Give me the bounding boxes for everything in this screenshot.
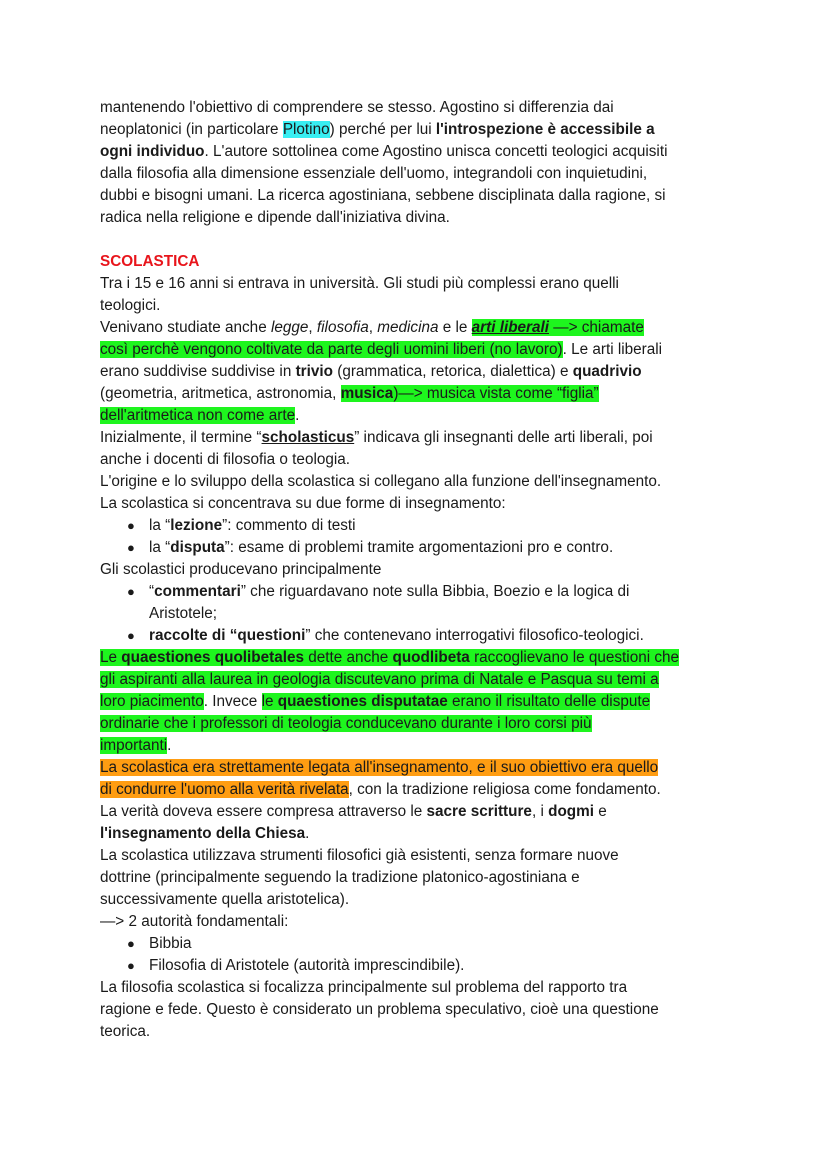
bold-text: raccolte di “questioni xyxy=(149,627,306,644)
text-span: Gli scolastici producevano principalmente xyxy=(100,561,382,578)
bold-text: l'introspezione è accessibile a xyxy=(435,121,655,138)
text-span: legge xyxy=(270,319,309,336)
text-span: . Invece xyxy=(203,693,262,710)
highlighted-text: loro piacimento xyxy=(100,693,204,710)
text-span: dalla filosofia alla dimensione essenziale dell'uomo, integrandoli con inquietudini, xyxy=(100,165,648,182)
text-line xyxy=(100,317,740,339)
bold-text: commentari xyxy=(154,583,241,600)
text-line xyxy=(100,999,740,1021)
text-span: neoplatonici (in particolare xyxy=(100,121,283,138)
text-span: . xyxy=(305,825,310,842)
text-span: L'origine e lo sviluppo della scolastica si collegano alla funzione dell'insegnamento. xyxy=(100,473,662,490)
text-line xyxy=(100,845,740,867)
text-span: La scolastica utilizzava strumenti filosofici già esistenti, senza formare nuove xyxy=(100,847,619,864)
text-line xyxy=(100,559,740,581)
text-line xyxy=(100,1021,740,1043)
text-line xyxy=(100,339,740,361)
bold-text: scholasticus xyxy=(261,429,355,446)
text-span: la “ xyxy=(149,517,171,534)
bullet-icon: ● xyxy=(127,958,135,973)
text-span: ” che riguardavano note sulla Bibbia, Boezio e la logica di xyxy=(240,583,630,600)
text-span: anche i docenti di filosofia o teologia. xyxy=(100,451,351,468)
text-span: ” indicava gli insegnanti delle arti liberali, poi xyxy=(354,429,653,446)
text-line xyxy=(100,207,740,229)
highlighted-text: raccoglievano le questioni che xyxy=(469,649,680,666)
text-line xyxy=(100,603,740,625)
highlighted-text: quodlibeta xyxy=(392,649,470,666)
text-span: teologici. xyxy=(100,297,161,314)
highlighted-text: quaestiones disputatae xyxy=(277,693,448,710)
text-span: Filosofia di Aristotele (autorità imprescindibile). xyxy=(149,957,465,974)
text-span: Bibbia xyxy=(149,935,192,952)
text-span: Inizialmente, il termine “ xyxy=(100,429,262,446)
text-line xyxy=(100,295,740,317)
highlighted-text: —> chiamate xyxy=(549,319,644,336)
highlighted-text: Le xyxy=(100,649,122,666)
highlighted-text: così perchè vengono coltivate da parte degli uomini liberi (no lavoro) xyxy=(100,341,563,358)
text-line xyxy=(100,647,740,669)
bullet-item-line xyxy=(100,581,740,603)
bullet-item-line xyxy=(100,515,740,537)
section-heading xyxy=(100,251,740,273)
highlighted-text: )—> musica vista come “figlia” xyxy=(393,385,599,402)
highlighted-text: importanti xyxy=(100,737,168,754)
text-line xyxy=(100,449,740,471)
text-line xyxy=(100,383,740,405)
bullet-item-line xyxy=(100,625,740,647)
text-line xyxy=(100,757,740,779)
text-span: La verità doveva essere compresa attraverso le xyxy=(100,803,427,820)
text-span: . xyxy=(167,737,172,754)
bold-text: dogmi xyxy=(548,803,594,820)
text-line xyxy=(100,405,740,427)
bold-text: ogni individuo xyxy=(100,143,205,160)
text-span: successivamente quella aristotelica). xyxy=(100,891,350,908)
highlighted-text: erano il risultato delle dispute xyxy=(447,693,651,710)
text-span: , i xyxy=(531,803,549,820)
bold-text: lezione xyxy=(170,517,223,534)
bullet-icon: ● xyxy=(127,584,135,599)
text-span: Aristotele; xyxy=(149,605,218,622)
text-line xyxy=(100,977,740,999)
text-line xyxy=(100,427,740,449)
text-span: radica nella religione e dipende dall'iniziativa divina. xyxy=(100,209,450,226)
text-span: . L'autore sottolinea come Agostino unisca concetti teologici acquisiti xyxy=(204,143,668,160)
text-line xyxy=(100,691,740,713)
text-line xyxy=(100,163,740,185)
text-line xyxy=(100,889,740,911)
text-span: , xyxy=(308,319,317,336)
text-line xyxy=(100,823,740,845)
bullet-icon: ● xyxy=(127,540,135,555)
text-span: “ xyxy=(149,583,155,600)
highlighted-text: Plotino xyxy=(282,121,330,138)
highlighted-text: di condurre l'uomo alla verità rivelata xyxy=(100,781,349,798)
bold-text: quadrivio xyxy=(572,363,642,380)
text-span: dubbi e bisogni umani. La ricerca agostiniana, sebbene disciplinata dalla ragione, si xyxy=(100,187,666,204)
text-span: ”: esame di problemi tramite argomentazioni pro e contro. xyxy=(224,539,614,556)
text-span: ) perché per lui xyxy=(329,121,436,138)
text-line xyxy=(100,229,740,251)
text-line xyxy=(100,97,740,119)
text-span: ”: commento di testi xyxy=(222,517,356,534)
text-span: SCOLASTICA xyxy=(100,253,200,270)
highlighted-text: le xyxy=(261,693,278,710)
text-span: . xyxy=(295,407,300,424)
bullet-item-line xyxy=(100,955,740,977)
bullet-icon: ● xyxy=(127,518,135,533)
text-span: e le xyxy=(438,319,472,336)
highlighted-text: arti liberali xyxy=(471,319,550,336)
text-span: medicina xyxy=(377,319,439,336)
document-page xyxy=(100,97,740,1043)
text-line xyxy=(100,185,740,207)
bullet-item-line xyxy=(100,933,740,955)
text-span: ” che contenevano interrogativi filosofico-teologici. xyxy=(305,627,644,644)
text-span: La filosofia scolastica si focalizza principalmente sul problema del rapporto tra xyxy=(100,979,628,996)
text-span: Venivano studiate anche xyxy=(100,319,271,336)
text-line xyxy=(100,669,740,691)
text-line xyxy=(100,361,740,383)
highlighted-text: La scolastica era strettamente legata all'insegnamento, e il suo obiettivo era quello xyxy=(100,759,659,776)
text-span: , con la tradizione religiosa come fondamento. xyxy=(348,781,661,798)
text-line xyxy=(100,141,740,163)
text-span: Tra i 15 e 16 anni si entrava in università. Gli studi più complessi erano quelli xyxy=(100,275,619,292)
text-line xyxy=(100,471,740,493)
text-span: . Le arti liberali xyxy=(562,341,663,358)
text-line xyxy=(100,801,740,823)
bullet-item-line xyxy=(100,537,740,559)
text-span: teorica. xyxy=(100,1023,151,1040)
text-line xyxy=(100,273,740,295)
text-line xyxy=(100,779,740,801)
highlighted-text: musica xyxy=(340,385,394,402)
highlighted-text: gli aspiranti alla laurea in geologia discutevano prima di Natale e Pasqua su temi a xyxy=(100,671,659,688)
text-span: mantenendo l'obiettivo di comprendere se stesso. Agostino si differenzia dai xyxy=(100,99,614,116)
text-line xyxy=(100,735,740,757)
text-line xyxy=(100,493,740,515)
text-span: dottrine (principalmente seguendo la tradizione platonico-agostiniana e xyxy=(100,869,580,886)
text-span: e xyxy=(594,803,607,820)
text-line xyxy=(100,867,740,889)
highlighted-text: quaestiones quolibetales xyxy=(121,649,305,666)
bold-text: sacre scritture xyxy=(426,803,532,820)
bullet-icon: ● xyxy=(127,936,135,951)
text-line xyxy=(100,119,740,141)
bold-text: trivio xyxy=(295,363,333,380)
text-span: la “ xyxy=(149,539,171,556)
bold-text: disputa xyxy=(170,539,225,556)
highlighted-text: dell'aritmetica non come arte xyxy=(100,407,296,424)
highlighted-text: ordinarie che i professori di teologia conducevano durante i loro corsi più xyxy=(100,715,592,732)
text-span: erano suddivise suddivise in xyxy=(100,363,296,380)
text-line xyxy=(100,713,740,735)
text-span: filosofia xyxy=(316,319,369,336)
text-span: ragione e fede. Questo è considerato un problema speculativo, cioè una questione xyxy=(100,1001,659,1018)
text-span: —> 2 autorità fondamentali: xyxy=(100,913,289,930)
bullet-icon: ● xyxy=(127,628,135,643)
bold-text: l'insegnamento della Chiesa xyxy=(100,825,306,842)
text-span: (geometria, aritmetica, astronomia, xyxy=(100,385,341,402)
text-span: (grammatica, retorica, dialettica) e xyxy=(332,363,573,380)
text-line xyxy=(100,911,740,933)
text-span: La scolastica si concentrava su due forme di insegnamento: xyxy=(100,495,506,512)
text-span: , xyxy=(368,319,378,336)
highlighted-text: dette anche xyxy=(304,649,393,666)
